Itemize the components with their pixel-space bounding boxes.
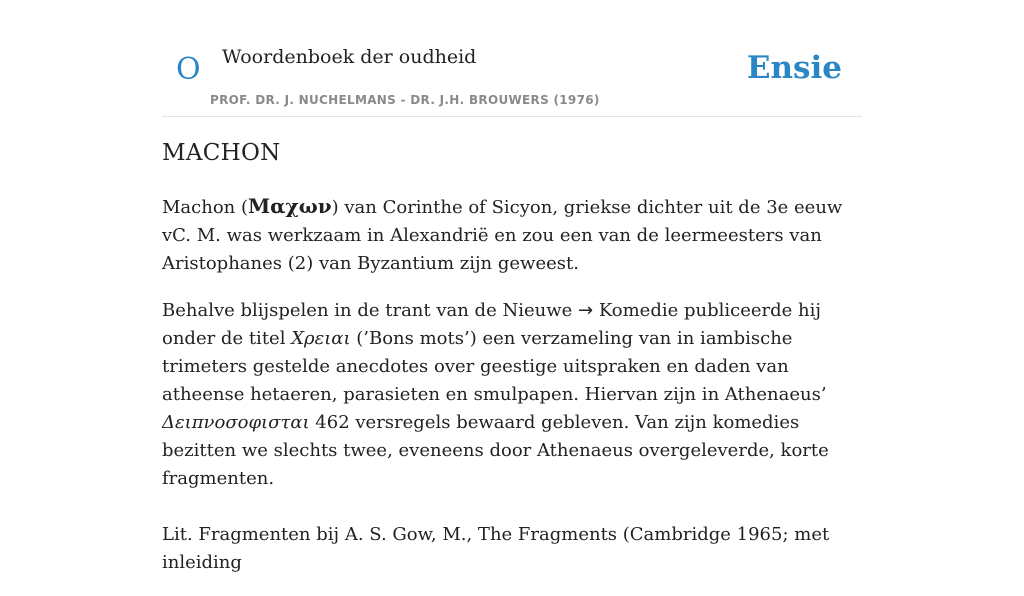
- book-authors: PROF. DR. J. NUCHELMANS - DR. J.H. BROUWERS (1976): [210, 93, 600, 107]
- p1-text-1: Machon (: [162, 197, 249, 218]
- entry-headword: MACHON: [162, 140, 281, 166]
- entry-paragraph-2: [162, 297, 864, 493]
- arrow-icon: →: [578, 300, 594, 321]
- ensie-logo-link[interactable]: Ensie: [746, 50, 842, 86]
- p1-text-2: ) van Corinthe of Sicyon, griekse dichter uit de 3e eeuw vC. M. was werkzaam in Alexandrië en zou een van de leermeesters van Aristophanes (2) van Byzantium zijn geweest.: [162, 197, 843, 274]
- p2-greek-title-2: Δειπνοσοφισται: [162, 412, 310, 433]
- p2-text-4: 462 versregels bewaard gebleven. Van zijn komedies bezitten we slechts twee, eveneens door Athenaeus overgeleverde, korte fragmenten.: [162, 412, 829, 489]
- p2-text-3: (’Bons mots’) een verzameling van in iambische trimeters gestelde anecdotes over geestige uitspraken en daden van atheense hetaeren, parasieten en smulpapen. Hiervan zijn in Athenaeus’: [162, 328, 827, 405]
- letter-index-link[interactable]: O: [176, 52, 201, 87]
- entry-body: [162, 192, 864, 596]
- book-title-link[interactable]: Woordenboek der oudheid: [222, 46, 477, 68]
- literature-paragraph: Lit. Fragmenten bij A. S. Gow, M., The Fragments (Cambridge 1965; met inleiding: [162, 524, 830, 573]
- p2-greek-title-1: Χρειαι: [291, 328, 351, 349]
- p1-greek-name: Μαχων: [248, 194, 332, 218]
- entry-paragraph-1: [162, 192, 864, 278]
- p2-text-1: Behalve blijspelen in de trant van de Nieuwe: [162, 300, 578, 321]
- p2-text-2: Komedie publiceerde hij onder de titel: [162, 300, 821, 349]
- book-header: [162, 38, 862, 117]
